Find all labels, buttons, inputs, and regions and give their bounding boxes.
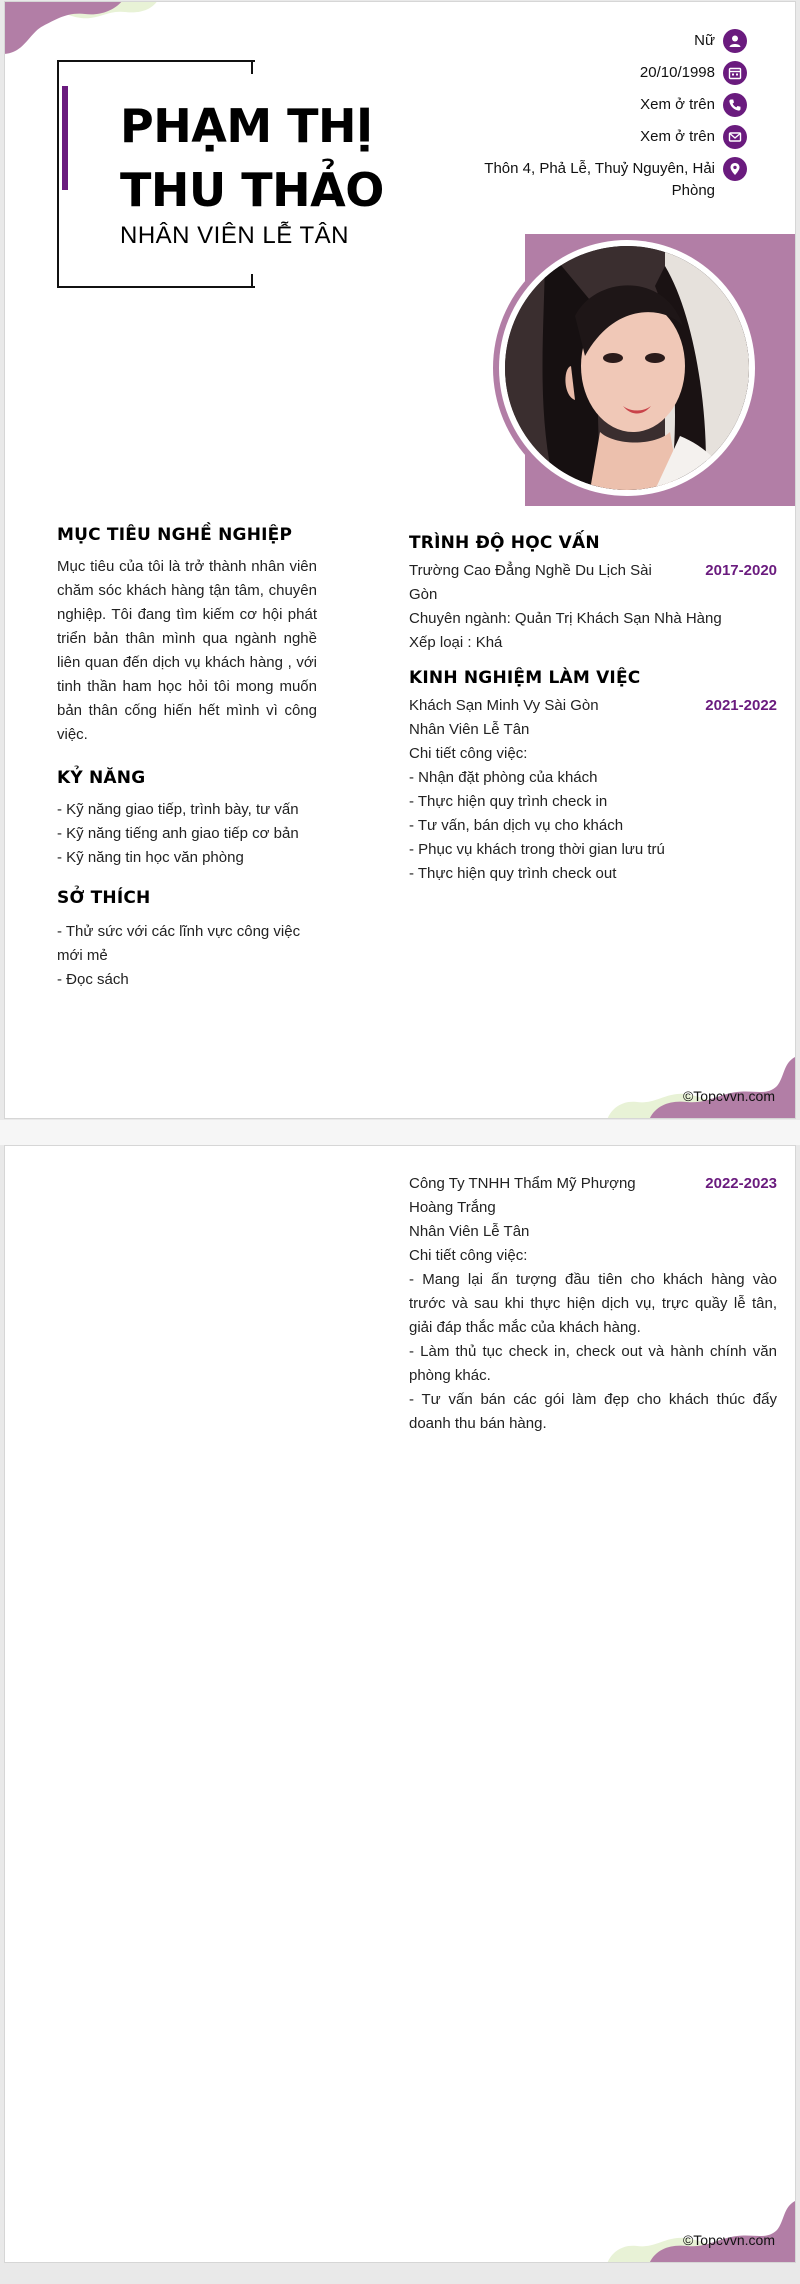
name-accent-bar [62, 86, 68, 190]
contact-phone-text: Xem ở trên [640, 96, 715, 113]
hobby-item: - Thử sức với các lĩnh vực công việc mới mẻ [57, 923, 301, 964]
calendar-icon [723, 61, 747, 85]
experience-section [409, 668, 777, 886]
cv-page-1 [4, 1, 796, 1119]
experience-detail-item: - Tư vấn bán các gói làm đẹp cho khách thúc đẩy doanh thu bán hàng. [409, 1391, 777, 1432]
experience-details-label: Chi tiết công việc: [409, 1247, 528, 1264]
education-section [409, 533, 777, 655]
experience-entry-header [409, 694, 777, 718]
footer-copyright: ©Topcvvn.com [682, 1088, 775, 1104]
skill-item: - Kỹ năng giao tiếp, trình bày, tư vấn [57, 801, 299, 818]
contact-address-text: Thôn 4, Phả Lễ, Thuỷ Nguyên, Hải Phòng [484, 160, 715, 199]
skill-item: - Kỹ năng tiếng anh giao tiếp cơ bản [57, 825, 299, 842]
user-icon [723, 29, 747, 53]
phone-icon [723, 93, 747, 117]
candidate-name [120, 94, 384, 222]
experience-detail-item: - Nhận đặt phòng của khách [409, 769, 598, 786]
education-years: 2017-2020 [705, 562, 777, 579]
experience-detail-item: - Mang lại ấn tượng đầu tiên cho khách hàng vào trước và sau khi thực hiện dịch vụ, trực quầy lễ tân, giải đáp thắc mắc của khách hàng. [409, 1271, 777, 1336]
contact-email-text: Xem ở trên [640, 128, 715, 145]
skill-item: - Kỹ năng tin học văn phòng [57, 849, 244, 866]
job-title: NHÂN VIÊN LỄ TÂN [120, 222, 349, 249]
contact-phone [417, 94, 747, 117]
email-icon [723, 125, 747, 149]
experience-years: 2021-2022 [705, 697, 777, 714]
objective-text: Mục tiêu của tôi là trở thành nhân viên chăm sóc khách hàng tận tâm, chuyên nghiệp. Tôi đang tìm kiếm cơ hội phát triển bản thân mình qua ngành nghề liên quan đến dịch vụ khách hàng , với tinh thần ham học hỏi tôi mong muốn bản thân cống hiến hết mình vì công việc. [57, 558, 317, 743]
profile-photo-frame [493, 234, 761, 502]
hobby-item: - Đọc sách [57, 971, 129, 988]
experience-company: Công Ty TNHH Thẩm Mỹ Phượng Hoàng Trắng [409, 1175, 636, 1216]
experience-years: 2022-2023 [705, 1175, 777, 1192]
decorative-blob-top-left [4, 1, 163, 60]
contact-birthday-text: 20/10/1998 [639, 64, 715, 81]
experience-company: Khách Sạn Minh Vy Sài Gòn [409, 697, 599, 714]
candidate-name-line-2: THU THẢO [120, 163, 384, 217]
experience-detail-item: - Tư vấn, bán dịch vụ cho khách [409, 817, 624, 834]
experience-position: Nhân Viên Lễ Tân [409, 721, 530, 738]
profile-photo-image [505, 246, 749, 490]
candidate-name-line-1: PHẠM THỊ [120, 99, 373, 153]
contact-email [417, 126, 747, 149]
education-major: Chuyên ngành: Quản Trị Khách Sạn Nhà Hàng [409, 610, 722, 627]
experience-section-continued [409, 1172, 777, 1436]
contact-gender [417, 30, 747, 53]
experience-detail-item: - Làm thủ tục check in, check out và hành chính văn phòng khác. [409, 1343, 777, 1384]
objective-title: MỤC TIÊU NGHỀ NGHIỆP [57, 525, 293, 545]
skills-title: KỶ NĂNG [57, 768, 146, 788]
cv-page-2 [4, 1145, 796, 2263]
profile-photo [505, 246, 749, 490]
footer-copyright: ©Topcvvn.com [682, 2232, 775, 2248]
experience-position: Nhân Viên Lễ Tân [409, 1223, 530, 1240]
contact-address [417, 158, 747, 202]
skills-section [57, 768, 317, 870]
objective-section [57, 525, 317, 747]
contact-gender-text: Nữ [694, 32, 715, 49]
experience-detail-item: - Thực hiện quy trình check in [409, 793, 608, 810]
page-separator [0, 1120, 800, 1145]
experience-detail-item: - Thực hiện quy trình check out [409, 865, 617, 882]
education-title: TRÌNH ĐỘ HỌC VẤN [409, 533, 600, 553]
contact-info [417, 30, 747, 211]
hobbies-title: SỞ THÍCH [57, 888, 151, 908]
education-school: Trường Cao Đẳng Nghề Du Lịch Sài Gòn [409, 562, 652, 603]
education-grade: Xếp loại : Khá [409, 634, 503, 651]
education-entry-header [409, 559, 777, 607]
experience-entry-header [409, 1172, 777, 1220]
location-icon [723, 157, 747, 181]
experience-details-label: Chi tiết công việc: [409, 745, 528, 762]
experience-title: KINH NGHIỆM LÀM VIỆC [409, 668, 641, 688]
hobbies-section [57, 888, 317, 992]
contact-birthday [417, 62, 747, 85]
experience-detail-item: - Phục vụ khách trong thời gian lưu trú [409, 841, 665, 858]
